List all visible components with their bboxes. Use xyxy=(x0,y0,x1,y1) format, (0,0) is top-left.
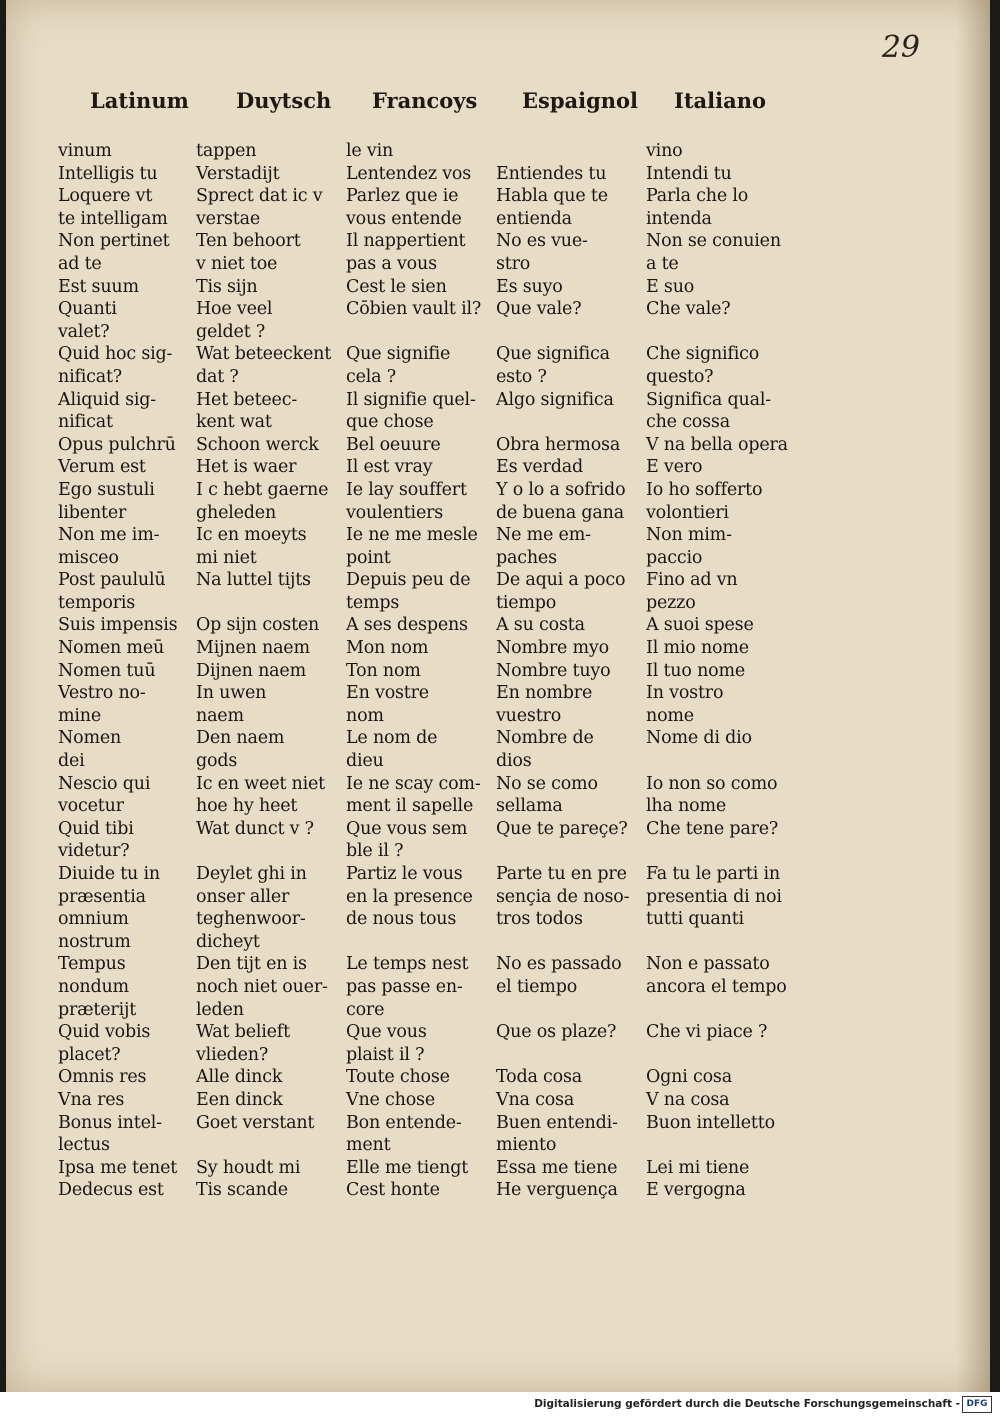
column-2-line: Ton nom xyxy=(346,660,421,681)
column-1-line: Alle dinck xyxy=(196,1067,283,1088)
column-1-line: Deylet ghi in xyxy=(196,864,307,884)
column-2-line: Toute chose xyxy=(346,1067,450,1088)
column-0-line: nificat? xyxy=(58,366,122,387)
column-1-line: Sprect dat ic v xyxy=(196,186,323,207)
column-1-line: tappen xyxy=(196,141,257,161)
column-francoys xyxy=(346,140,481,1202)
column-4-line: Ogni cosa xyxy=(646,1067,732,1088)
column-4-line xyxy=(646,999,788,1022)
column-2-line: Cest le sien xyxy=(346,276,447,297)
column-3-line: Buen entendi- xyxy=(496,1112,618,1133)
column-3-line: No es vue- xyxy=(496,231,588,252)
column-4-line: Nome di dio xyxy=(646,728,752,749)
column-0-line: Non pertinet xyxy=(58,231,170,252)
column-0-line: Diuide tu in xyxy=(58,864,160,884)
column-3-line: sençia de noso- xyxy=(496,886,630,907)
column-3-line: Algo significa xyxy=(496,389,614,410)
column-3-line: Vna cosa xyxy=(496,1089,575,1110)
column-1-line: Wat dunct v ? xyxy=(196,818,314,839)
column-4-line: Significa qual- xyxy=(646,389,771,410)
column-4-line: intenda xyxy=(646,208,712,229)
column-1-line: Ic en moeyts xyxy=(196,525,307,546)
column-1-line xyxy=(196,1134,331,1157)
column-1-line: Sy houdt mi xyxy=(196,1157,301,1178)
column-1-line: Een dinck xyxy=(196,1089,283,1110)
column-1-line: Wat beteeckent xyxy=(196,344,332,365)
column-3-line: Que os plaze? xyxy=(496,1022,617,1043)
column-2-line: Depuis peu de xyxy=(346,570,471,591)
column-4-line xyxy=(646,321,788,344)
column-2-line: Ie ne me mesle xyxy=(346,525,478,546)
column-1-line: vlieden? xyxy=(196,1044,269,1065)
column-0-line: Post paululū xyxy=(58,570,166,591)
column-3-line: Nombre myo xyxy=(496,638,609,659)
column-4-line: Io non so como xyxy=(646,773,778,794)
header-francoys: Francoys xyxy=(372,88,478,113)
column-3-line: Obra hermosa xyxy=(496,434,621,455)
column-3-line: Que vale? xyxy=(496,299,582,320)
column-0-line: Omnis res xyxy=(58,1067,147,1088)
header-espaignol: Espaignol xyxy=(522,88,639,113)
column-3-line xyxy=(496,321,629,344)
column-2-line: temps xyxy=(346,592,400,613)
column-4-line: nome xyxy=(646,705,694,726)
column-4-line: E vergogna xyxy=(646,1180,746,1201)
column-0-line: videtur? xyxy=(58,841,130,862)
column-1-line: Verstadijt xyxy=(196,163,280,184)
column-0-line: vinum xyxy=(58,141,112,161)
column-3-line xyxy=(496,140,629,163)
column-4-line: Che significo xyxy=(646,344,760,365)
column-4-line: lha nome xyxy=(646,796,727,817)
column-4-line xyxy=(646,931,788,954)
column-3-line: Nombre de xyxy=(496,728,594,749)
column-espaignol xyxy=(496,140,629,1202)
column-2-line: vous entende xyxy=(346,208,462,229)
column-2-line: Le temps nest xyxy=(346,954,469,975)
column-1-line: kent wat xyxy=(196,412,272,433)
column-1-line: teghenwoor- xyxy=(196,909,306,930)
column-0-line: Suis impensis xyxy=(58,615,178,636)
column-4-line: paccio xyxy=(646,547,703,568)
column-3-line: De aqui a poco xyxy=(496,570,626,591)
column-0-line: præterijt xyxy=(58,999,137,1020)
column-3-line: Es suyo xyxy=(496,276,563,297)
column-3-line xyxy=(496,840,629,863)
column-0-line: Loquere vt xyxy=(58,186,153,207)
column-3-line: A su costa xyxy=(496,615,585,636)
column-0-line: Verum est xyxy=(58,457,146,478)
column-3-line: Toda cosa xyxy=(496,1067,582,1088)
column-headers xyxy=(6,88,990,128)
column-0-line: Est suum xyxy=(58,276,139,297)
column-0-line: vocetur xyxy=(58,796,124,817)
column-2-line: de nous tous xyxy=(346,909,457,930)
column-2-line: core xyxy=(346,999,385,1020)
column-1-line: Ten behoort xyxy=(196,231,301,252)
column-4-line: Che vale? xyxy=(646,299,731,320)
column-3-line: de buena gana xyxy=(496,502,624,523)
column-1-line: dat ? xyxy=(196,366,239,387)
header-italiano: Italiano xyxy=(674,88,766,113)
column-0-line: Quid vobis xyxy=(58,1022,151,1043)
column-2-line: Ie ne scay com- xyxy=(346,773,481,794)
column-2-line: Cest honte xyxy=(346,1180,440,1201)
column-3-line: Parte tu en pre xyxy=(496,864,627,884)
column-2-line: voulentiers xyxy=(346,502,444,523)
column-0-line: ad te xyxy=(58,253,102,274)
column-4-line: Il tuo nome xyxy=(646,660,746,681)
column-1-line: gheleden xyxy=(196,502,277,523)
column-4-line: Lei mi tiene xyxy=(646,1157,750,1178)
column-2-line: En vostre xyxy=(346,683,429,704)
column-2-line: Mon nom xyxy=(346,638,429,659)
column-4-line xyxy=(646,1134,788,1157)
column-0-line: Quid hoc sig- xyxy=(58,344,173,365)
column-4-line: V na cosa xyxy=(646,1089,730,1110)
column-4-line: V na bella opera xyxy=(646,434,788,455)
column-3-line: tiempo xyxy=(496,592,557,613)
column-3-line: Nombre tuyo xyxy=(496,660,611,681)
footer-credit: Digitalisierung gefördert durch die Deutsche Forschungsgemeinschaft - xyxy=(534,1398,960,1410)
column-1-line: Dijnen naem xyxy=(196,660,306,681)
column-0-line: temporis xyxy=(58,592,136,613)
column-2-line: Que vous sem xyxy=(346,818,468,839)
column-2-line: Partiz le vous xyxy=(346,864,463,884)
column-1-line: Op sijn costen xyxy=(196,615,320,636)
column-4-line: A suoi spese xyxy=(646,615,754,636)
column-0-line: Non me im- xyxy=(58,525,160,546)
column-0-line: Nomen meū xyxy=(58,638,165,659)
column-2-line: Bon entende- xyxy=(346,1112,462,1133)
column-4-line: Fa tu le parti in xyxy=(646,864,780,884)
column-3-line: Y o lo a sofrido xyxy=(496,479,626,500)
column-1-line: I c hebt gaerne xyxy=(196,479,329,500)
column-4-line: vino xyxy=(646,141,683,161)
column-4-line xyxy=(646,750,788,773)
column-1-line: Het is waer xyxy=(196,457,297,478)
column-2-line: ble il ? xyxy=(346,841,404,862)
column-1-line: verstae xyxy=(196,208,261,229)
column-4-line: E vero xyxy=(646,457,703,478)
column-1-line: Het beteec- xyxy=(196,389,298,410)
column-2-line: le vin xyxy=(346,141,394,161)
column-1-line: onser aller xyxy=(196,886,290,907)
column-0-line: omnium xyxy=(58,909,129,930)
column-0-line: nondum xyxy=(58,976,129,997)
column-4-line: pezzo xyxy=(646,592,696,613)
column-4-line: presentia di noi xyxy=(646,886,782,907)
column-3-line: entienda xyxy=(496,208,572,229)
column-0-line: lectus xyxy=(58,1135,110,1156)
folio-number: 29 xyxy=(881,30,920,65)
column-4-line: ancora el tempo xyxy=(646,976,787,997)
column-0-line: Vestro no- xyxy=(58,683,146,704)
dfg-logo: DFG xyxy=(962,1396,992,1413)
column-4-line: che cossa xyxy=(646,412,730,433)
column-3-line: sellama xyxy=(496,796,563,817)
column-3-line: el tiempo xyxy=(496,976,578,997)
column-1-line: Ic en weet niet xyxy=(196,773,326,794)
column-2-line: Que signifie xyxy=(346,344,451,365)
book-page xyxy=(6,0,990,1392)
column-2-line: ment xyxy=(346,1135,391,1156)
column-3-line: stro xyxy=(496,253,531,274)
column-2-line: Il nappertient xyxy=(346,231,466,252)
column-3-line: En nombre xyxy=(496,683,593,704)
column-0-line: valet? xyxy=(58,321,110,342)
column-1-line: Schoon werck xyxy=(196,434,319,455)
column-3-line: Habla que te xyxy=(496,186,608,207)
column-3-line: tros todos xyxy=(496,909,583,930)
column-3-line: vuestro xyxy=(496,705,562,726)
column-0-line: Quanti xyxy=(58,299,117,320)
column-1-line: Goet verstant xyxy=(196,1112,315,1133)
column-1-line: Na luttel tijts xyxy=(196,570,311,591)
column-3-line: miento xyxy=(496,1135,557,1156)
column-0-line: Vna res xyxy=(58,1089,125,1110)
column-3-line: Que te pareçe? xyxy=(496,818,628,839)
column-4-line: Non se conuien xyxy=(646,231,781,252)
column-latinum xyxy=(58,140,177,1202)
column-0-line: Dedecus est xyxy=(58,1180,164,1201)
column-2-line: pas passe en- xyxy=(346,976,463,997)
column-1-line: Tis scande xyxy=(196,1180,288,1201)
column-1-line: gods xyxy=(196,751,238,772)
column-4-line: volontieri xyxy=(646,502,729,523)
column-3-line xyxy=(496,999,629,1022)
column-2-line: Bel oeuure xyxy=(346,434,441,455)
column-3-line: No se como xyxy=(496,773,598,794)
column-4-line xyxy=(646,840,788,863)
column-3-line xyxy=(496,931,629,954)
column-2-line: que chose xyxy=(346,412,434,433)
column-1-line: leden xyxy=(196,999,244,1020)
column-4-line: tutti quanti xyxy=(646,909,744,930)
header-duytsch: Duytsch xyxy=(236,88,332,113)
column-3-line: No es passado xyxy=(496,954,622,975)
column-4-line: E suo xyxy=(646,276,695,297)
column-4-line: In vostro xyxy=(646,683,724,704)
column-2-line: pas a vous xyxy=(346,253,437,274)
column-0-line: Intelligis tu xyxy=(58,163,158,184)
column-italiano xyxy=(646,140,788,1202)
column-0-line: Opus pulchrū xyxy=(58,434,176,455)
column-1-line: Wat belieft xyxy=(196,1022,290,1043)
column-0-line: placet? xyxy=(58,1044,121,1065)
column-0-line: te intelligam xyxy=(58,208,168,229)
column-1-line: In uwen xyxy=(196,683,267,704)
column-4-line: Non e passato xyxy=(646,954,770,975)
column-1-line: hoe hy heet xyxy=(196,796,298,817)
column-2-line: Parlez que ie xyxy=(346,186,459,207)
column-1-line: Den naem xyxy=(196,728,285,749)
column-2-line xyxy=(346,321,481,344)
column-2-line: Vne chose xyxy=(346,1089,435,1110)
column-4-line: Non mim- xyxy=(646,525,732,546)
column-3-line: Es verdad xyxy=(496,457,583,478)
column-2-line: cela ? xyxy=(346,366,396,387)
column-4-line: Il mio nome xyxy=(646,638,749,659)
column-3-line xyxy=(496,411,629,434)
column-0-line: præsentia xyxy=(58,886,146,907)
column-2-line: Lentendez vos xyxy=(346,163,472,184)
column-3-line: paches xyxy=(496,547,557,568)
column-4-line xyxy=(646,1044,788,1067)
header-latinum: Latinum xyxy=(90,88,189,113)
column-0-line: mine xyxy=(58,705,102,726)
column-2-line: nom xyxy=(346,705,384,726)
column-2-line: Le nom de xyxy=(346,728,438,749)
column-0-line: misceo xyxy=(58,547,119,568)
column-0-line: nostrum xyxy=(58,931,131,952)
column-2-line: Il signifie quel- xyxy=(346,389,476,410)
column-0-line: Quid tibi xyxy=(58,818,134,839)
column-2-line: en la presence xyxy=(346,886,473,907)
column-3-line: Que significa xyxy=(496,344,610,365)
column-4-line: a te xyxy=(646,253,679,274)
column-3-line: esto ? xyxy=(496,366,547,387)
column-1-line: noch niet ouer- xyxy=(196,976,328,997)
column-4-line: questo? xyxy=(646,366,714,387)
column-0-line: nificat xyxy=(58,412,113,433)
column-2-line: Il est vray xyxy=(346,457,433,478)
column-2-line: Ie lay souffert xyxy=(346,479,467,500)
column-0-line: Nomen tuū xyxy=(58,660,156,681)
column-0-line: Bonus intel- xyxy=(58,1112,162,1133)
column-1-line xyxy=(196,840,331,863)
column-2-line: ment il sapelle xyxy=(346,796,474,817)
column-0-line: libenter xyxy=(58,502,127,523)
column-0-line: Nomen xyxy=(58,728,122,749)
column-3-line: He verguença xyxy=(496,1180,618,1201)
column-2-line: Que vous xyxy=(346,1022,427,1043)
column-0-line: dei xyxy=(58,751,85,772)
column-2-line: Cōbien vault il? xyxy=(346,299,482,320)
column-1-line xyxy=(196,592,331,615)
column-4-line: Che tene pare? xyxy=(646,818,779,839)
column-0-line: Nescio qui xyxy=(58,773,151,794)
column-1-line: dicheyt xyxy=(196,931,260,952)
column-4-line: Buon intelletto xyxy=(646,1112,775,1133)
column-2-line: plaist il ? xyxy=(346,1044,425,1065)
digitization-footer xyxy=(0,1392,1000,1417)
column-2-line: A ses despens xyxy=(346,615,468,636)
column-1-line: Tis sijn xyxy=(196,276,258,297)
column-1-line: v niet toe xyxy=(196,253,278,274)
column-3-line: Ne me em- xyxy=(496,525,591,546)
column-3-line: Entiendes tu xyxy=(496,163,607,184)
column-1-line: geldet ? xyxy=(196,321,266,342)
column-0-line: Aliquid sig- xyxy=(58,389,156,410)
column-1-line: Mijnen naem xyxy=(196,638,310,659)
column-2-line xyxy=(346,931,481,954)
column-3-line: dios xyxy=(496,751,532,772)
column-1-line: Hoe veel xyxy=(196,299,273,320)
column-2-line: dieu xyxy=(346,751,384,772)
column-4-line: Che vi piace ? xyxy=(646,1022,768,1043)
column-0-line: Ipsa me tenet xyxy=(58,1157,178,1178)
column-3-line: Essa me tiene xyxy=(496,1157,618,1178)
column-3-line xyxy=(496,1044,629,1067)
column-4-line: Intendi tu xyxy=(646,163,732,184)
column-2-line: Elle me tiengt xyxy=(346,1157,469,1178)
column-1-line: naem xyxy=(196,705,244,726)
column-1-line: mi niet xyxy=(196,547,257,568)
column-0-line: Tempus xyxy=(58,954,126,975)
column-2-line: point xyxy=(346,547,391,568)
column-4-line: Fino ad vn xyxy=(646,570,738,591)
column-4-line: Parla che lo xyxy=(646,186,749,207)
column-duytsch xyxy=(196,140,331,1202)
column-1-line: Den tijt en is xyxy=(196,954,307,975)
column-0-line: Ego sustuli xyxy=(58,479,155,500)
column-4-line: Io ho sofferto xyxy=(646,479,763,500)
